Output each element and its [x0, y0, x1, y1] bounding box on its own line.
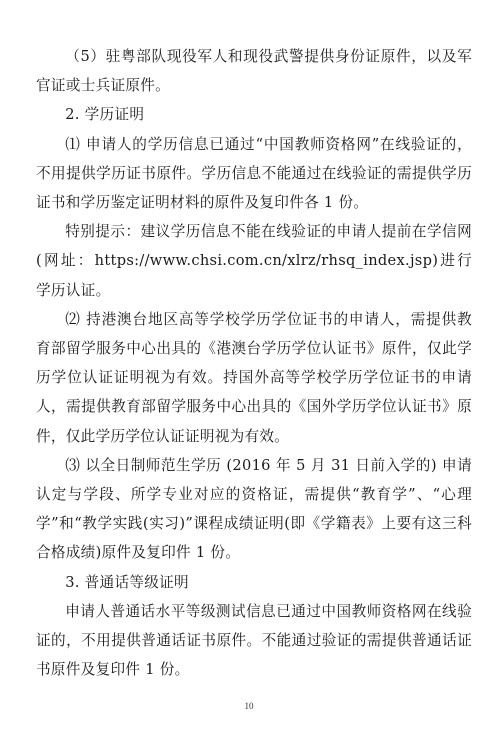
paragraph-online-verification: ⑴ 申请人的学历信息已通过“中国教师资格网”在线验证的，不用提供学历证书原件。学历信息不能通过在线验证的需提供学历证书和学历鉴定证明材料的原件及复印件各 1 份。 [36, 135, 472, 212]
heading-education-proof: 2. 学历证明 [65, 106, 145, 124]
paragraph-hk-macao-taiwan: ⑵ 持港澳台地区高等学校学历学位证书的申请人，需提供教育部留学服务中心出具的《港澳台学历学位认证书》原件，仅此学历学位认证证明视为有效。持国外高等学校学历学位证书的申请人，需提供教育部留学服务中心出具的《国外学历学位认证书》原件，仅此学历学位认证证明视为有效。 [36, 310, 472, 445]
document-body [36, 42, 472, 684]
paragraph-normal-student: ⑶ 以全日制师范生学历 (2016 年 5 月 31 日前入学的) 申请认定与学段、所学专业对应的资格证，需提供“教育学”、“心理学”和“教学实践(实习)”课程成绩证明(即《学籍表》上要有这三科合格成绩)原件及复印件 1 份。 [36, 456, 472, 562]
paragraph-mandarin-verification: 申请人普通话水平等级测试信息已通过中国教师资格网在线验证的，不用提供普通话证书原件。不能通过验证的需提供普通话证书原件及复印件 1 份。 [36, 602, 472, 679]
page-number: 10 [244, 701, 254, 711]
paragraph-military-id: （5）驻粤部队现役军人和现役武警提供身份证原件，以及军官证或士兵证原件。 [36, 48, 472, 95]
heading-mandarin-proof: 3. 普通话等级证明 [65, 573, 189, 591]
paragraph-special-notice: 特别提示：建议学历信息不能在线验证的申请人提前在学信网(网址：https://www.chsi.com.cn/xlrz/rhsq_index.jsp)进行学历认证。 [36, 223, 472, 299]
